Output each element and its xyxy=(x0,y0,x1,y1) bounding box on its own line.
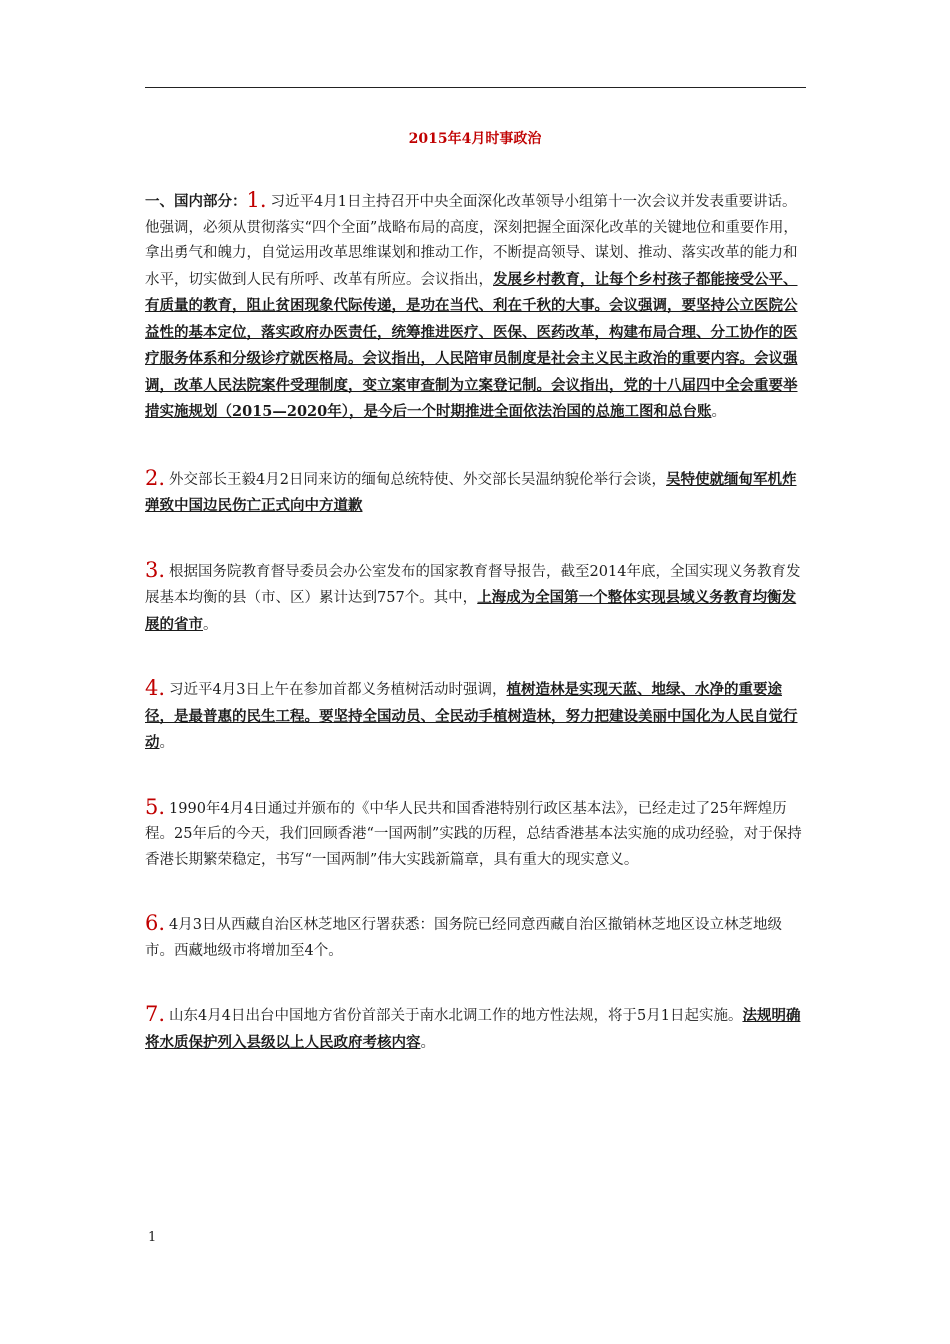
item-text: 外交部长王毅4月2日同来访的缅甸总统特使、外交部长吴温纳貌伦举行会谈， xyxy=(169,471,666,488)
item-tail: 。 xyxy=(420,1034,435,1051)
page-number: 1 xyxy=(148,1230,157,1245)
news-item xyxy=(145,466,807,520)
item-tail: 。 xyxy=(159,735,174,751)
item-highlight: 发展乡村教育，让每个乡村孩子都能接受公平、有质量的教育，阻止贫困现象代际传递，是功在当代、利在千秋的大事。会议强调，要坚持公立医院公益性的基本定位，落实政府办医责任，统筹推进医疗、医保、医药改革，构建布局合理、分工协作的医疗服务体系和分级诊疗就医格局。会议指出，人民陪审员制度是社会主义民主政治的重要内容。会议强调，改革人民法院案件受理制度，变立案审查制为立案登记制。会议指出，党的十八届四中全会重要举措实施规划（2015—2020年），是今后一个时期推进全面依法治国的总施工图和总台账 xyxy=(145,270,798,420)
news-item xyxy=(145,795,807,874)
item-text: 山东4月4日出台中国地方省份首部关于南水北调工作的地方性法规，将于5月1日起实施。 xyxy=(169,1008,743,1024)
news-item xyxy=(145,558,807,639)
item-tail: 。 xyxy=(711,404,726,420)
document-title: 2015年4月时事政治 xyxy=(408,131,542,147)
news-item xyxy=(145,911,807,964)
item-text: 根据国务院教育督导委员会办公室发布的国家教育督导报告，截至2014年底，全国实现义务教育发展基本均衡的县（市、区）累计达到757个。其中， xyxy=(145,563,801,606)
item-text: 习近平4月3日上午在参加首都义务植树活动时强调， xyxy=(169,682,507,698)
item-text: 4月3日从西藏自治区林芝地区行署获悉：国务院已经同意西藏自治区撤销林芝地区设立林芝地级市。西藏地级市将增加至4个。 xyxy=(145,917,782,959)
header-rule xyxy=(145,87,806,88)
item-number: 2. xyxy=(145,465,166,490)
item-text: 习近平4月1日主持召开中央全面深化改革领导小组第十一次会议并发表重要讲话。他强调，必须从贯彻落实“四个全面”战略布局的高度，深刻把握全面深化改革的关键地位和重要作用，拿出勇气和魄力，自觉运用改革思维谋划和推动工作，不断提高领导、谋划、推动、落实改革的能力和水平，切实做到人民有所呼、改革有所应。会议指出， xyxy=(145,194,798,288)
item-highlight: 法规明确将水质保护列入县级以上人民政府考核内容 xyxy=(145,1007,801,1051)
item-number: 3. xyxy=(145,557,166,582)
item-text: 1990年4月4日通过并颁布的《中华人民共和国香港特别行政区基本法》，已经走过了25年辉煌历程。25年后的今天，我们回顾香港“一国两制”实践的历程，总结香港基本法实施的成功经验，对于保持香港长期繁荣稳定，书写“一国两制”伟大实践新篇章，具有重大的现实意义。 xyxy=(145,800,802,868)
news-item xyxy=(145,1002,807,1056)
news-item xyxy=(145,188,807,426)
item-number: 6. xyxy=(145,911,166,935)
item-number: 1. xyxy=(246,188,267,212)
item-highlight: 吴特使就缅甸军机炸弹致中国边民伤亡正式向中方道歉 xyxy=(145,470,797,514)
document-body xyxy=(145,188,807,1094)
item-tail: 。 xyxy=(203,616,218,633)
news-item xyxy=(145,676,807,757)
item-number: 7. xyxy=(145,1002,166,1026)
item-number: 4. xyxy=(145,676,166,700)
section-label: 一、国内部分： xyxy=(145,193,247,210)
item-highlight: 植树造林是实现天蓝、地绿、水净的重要途径，是最普惠的民生工程。要坚持全国动员、全民动手植树造林，努力把建设美丽中国化为人民自觉行动 xyxy=(145,681,798,751)
item-highlight: 上海成为全国第一个整体实现县域义务教育均衡发展的省市 xyxy=(145,589,797,633)
item-number: 5. xyxy=(145,794,166,819)
